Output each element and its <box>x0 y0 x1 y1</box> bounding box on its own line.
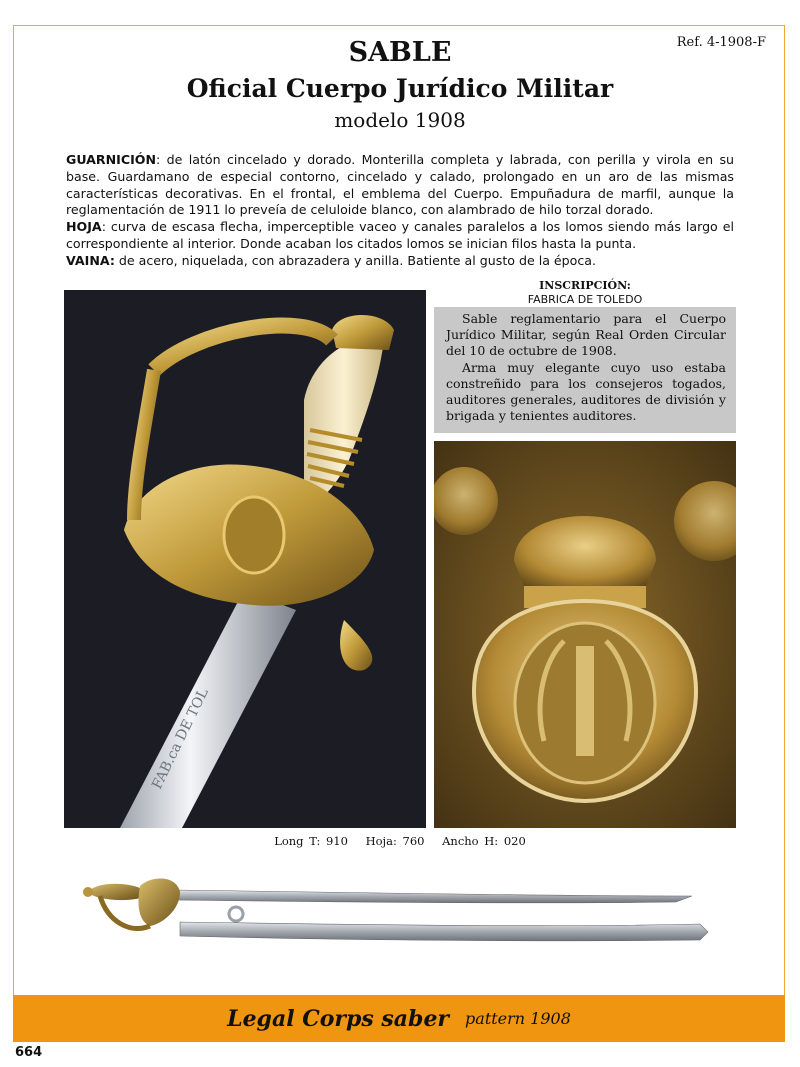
hoja-text: : curva de escasa flecha, imperceptible vaceo y canales paralelos a los lomos siendo más largo el correspondiente al interior. Donde acaban los citados lomos se inician filos hasta la punta. <box>66 219 734 251</box>
vaina-paragraph <box>66 253 734 270</box>
description-text <box>66 152 734 270</box>
saber-grip <box>90 884 140 900</box>
english-subtitle: pattern 1908 <box>465 1009 571 1028</box>
hoja-paragraph <box>66 219 734 253</box>
page-title: SABLE <box>348 37 452 68</box>
english-title: Legal Corps saber <box>227 1005 450 1032</box>
guarnicion-text: : de latón cincelado y dorado. Monterilla completa y labrada, con perilla y virola en su base. Guardamano de especial contorno, cincelado y calado, prolongado en un aro de las mismas características decorativas. En el frontal, el emblema del Cuerpo. Empuñadura de marfil, aunque la reglamentación de 1911 lo preveía de celuloide blanco, con alambrado de hilo torzal dorado. <box>66 152 734 218</box>
dimensions-line <box>64 834 736 848</box>
dim-width: Ancho H: 020 <box>442 834 526 848</box>
note-paragraph-1: Sable reglamentario para el Cuerpo Jurídico Militar, según Real Orden Circular del 10 de octubre de 1908. <box>446 311 726 359</box>
page-number: 664 <box>15 1045 43 1060</box>
knuckle-bow <box>154 326 332 370</box>
blade-shape <box>120 590 296 828</box>
dim-blade: Hoja: 760 <box>365 834 425 848</box>
full-saber-photo <box>80 852 720 962</box>
guarnicion-label: GUARNICIÓN <box>66 152 157 167</box>
note-box <box>434 307 736 433</box>
pommel <box>332 315 394 350</box>
guarnicion-paragraph <box>66 152 734 219</box>
hilt-photo <box>64 290 426 828</box>
scabbard <box>180 922 708 941</box>
hoja-label: HOJA <box>66 219 102 235</box>
note-paragraph-2: Arma muy elegante cuyo uso estaba constreñido para los consejeros togados, auditores generales, auditores de división y brigada y tenientes auditores. <box>446 359 726 424</box>
saber-blade <box>175 890 692 903</box>
page-subtitle: Oficial Cuerpo Jurídico Militar <box>186 74 614 103</box>
model-label: modelo 1908 <box>334 108 466 132</box>
emblem-closeup-photo <box>434 441 736 828</box>
saber-guard <box>138 878 180 926</box>
footer-banner <box>13 995 785 1042</box>
emblem-medallion <box>224 497 284 573</box>
vaina-text: de acero, niquelada, con abrazadera y anilla. Batiente al gusto de la época. <box>114 252 597 268</box>
inscription-text: FABRICA DE TOLEDO <box>527 293 643 306</box>
inscription-heading: INSCRIPCIÓN: <box>539 279 631 292</box>
blade-engraving: FAB.ca DE TOL <box>149 685 212 792</box>
scabbard-ring <box>229 907 243 921</box>
dim-length: Long T: 910 <box>274 834 348 848</box>
vaina-label: VAINA: <box>66 252 115 268</box>
reference-code: Ref. 4-1908-F <box>676 35 766 50</box>
quillon <box>340 620 372 671</box>
fasces <box>576 646 594 756</box>
